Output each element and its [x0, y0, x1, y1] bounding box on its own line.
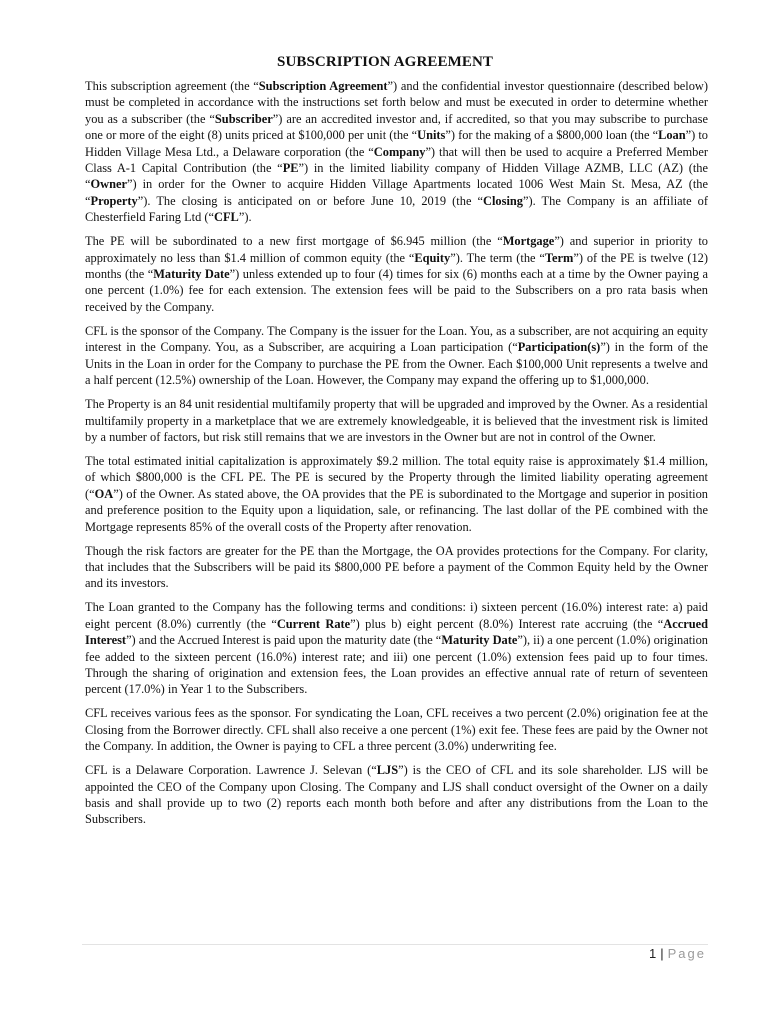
- defined-term: Equity: [414, 250, 451, 265]
- defined-term: Term: [544, 250, 574, 265]
- paragraph-8: [85, 705, 708, 754]
- paragraph-text: ”) in the form of the Units in the Loan in order for the Company to purchase the PE from the Owner. Each $100,000 Unit represents a twelve and a half percent (12.5%) ownership of the Loan. However, the Company may expand the offering up to $1,000,000.: [85, 340, 708, 388]
- paragraph-text: The total estimated initial capitalization is approximately $9.2 million. The total equity raise is approximately $1.4 million, of which $800,000 is the CFL PE. The PE is secured by the Property through the limited liability operating agreement (“: [85, 453, 708, 501]
- page-label: Page: [667, 946, 706, 961]
- defined-term: OA: [94, 486, 114, 501]
- defined-term: Maturity Date: [441, 633, 518, 648]
- page-footer: [649, 946, 706, 961]
- defined-term: Closing: [483, 193, 523, 208]
- paragraph-9: [85, 762, 708, 828]
- paragraph-text: The Property is an 84 unit residential multifamily property that will be upgraded and improved by the Owner. As a residential multifamily property in a marketplace that we are extremely knowledgeable, it is believed that the investment risk is limited by a number of factors, but risk still remains that we are investors in the Owner but are not in control of the Owner.: [85, 397, 708, 444]
- defined-term: Units: [417, 128, 446, 143]
- paragraph-2: [85, 233, 708, 315]
- paragraph-text: ”) in the limited liability company of Hidden Village AZMB, LLC (AZ) (the “: [85, 161, 708, 192]
- paragraph-1: [85, 78, 708, 226]
- paragraph-5: [85, 453, 708, 535]
- paragraph-7: [85, 599, 708, 697]
- paragraph-text: ”) is the CEO of CFL and its sole shareholder. LJS will be appointed the CEO of the Company upon Closing. The Company and LJS shall conduct oversight of the Owner on a daily basis and shall provide up to two (2) reports each month both before and after any distributions from the Loan to the Subscribers.: [85, 763, 708, 827]
- defined-term: Subscription Agreement: [258, 79, 388, 93]
- defined-term: PE: [282, 161, 299, 176]
- defined-term: Mortgage: [502, 234, 555, 249]
- paragraph-text: The PE will be subordinated to a new first mortgage of $6.945 million (the “: [85, 234, 503, 249]
- paragraph-text: ”) and the Accrued Interest is paid upon the maturity date (the “: [126, 633, 442, 648]
- paragraph-text: ”). The term (the “: [450, 250, 545, 265]
- paragraph-3: [85, 323, 708, 389]
- paragraph-text: ”) of the Owner. As stated above, the OA provides that the PE is subordinated to the Mortgage and superior in position and preference position to the Equity upon a liquidation, sale, or refinancing. The last dollar of the PE combined with the Mortgage represents 85% of the overall costs of the Property after renovation.: [85, 486, 708, 534]
- document-body: [85, 78, 708, 835]
- paragraph-text: ”). The Company is an affiliate of Chesterfield Faring Ltd (“: [85, 193, 708, 225]
- defined-term: Property: [90, 193, 138, 208]
- paragraph-text: CFL is a Delaware Corporation. Lawrence J. Selevan (“: [85, 763, 377, 778]
- paragraph-text: Though the risk factors are greater for the PE than the Mortgage, the OA provides protections for the Company. For clarity, that includes that the Subscribers will be paid its $800,000 PE before a payment of the Common Equity held by the Owner and its investors.: [85, 543, 708, 591]
- paragraph-text: The Loan granted to the Company has the following terms and conditions: i) sixteen percent (16.0%) interest rate: a) paid eight percent (8.0%) currently (the “: [85, 600, 708, 631]
- paragraph-text: ”).: [238, 210, 252, 225]
- paragraph-4: [85, 396, 708, 445]
- page-number: 1: [649, 946, 657, 961]
- defined-term: Maturity Date: [153, 267, 230, 282]
- defined-term: Owner: [90, 177, 127, 192]
- paragraph-text: CFL receives various fees as the sponsor. For syndicating the Loan, CFL receives a two percent (2.0%) origination fee at the Closing from the Borrower directly. CFL shall also receive a one percent (1%) exit fee. These fees are paid by the Owner not the Company. In addition, the Owner is paying to CFL a three percent (3.0%) underwriting fee.: [85, 706, 708, 754]
- defined-term: Participation(s): [517, 340, 601, 355]
- paragraph-text: This subscription agreement (the “: [85, 79, 259, 93]
- paragraph-text: ”), ii) a one percent (1.0%) origination fee added to the sixteen percent (16.0%) interest rate; and iii) one percent (1.0%) extension fees paid up to four times. Through the sharing of origination and extension fees, the Loan provides an effective annual rate of return of seventeen percent (17.0%) in Year 1 to the Subscribers.: [85, 633, 709, 697]
- paragraph-text: ”) and superior in priority to approximately no less than $1.4 million of common equity (the “: [85, 234, 708, 265]
- paragraph-text: ”) plus b) eight percent (8.0%) Interest rate accruing (the “: [350, 616, 664, 631]
- paragraph-6: [85, 543, 708, 592]
- paragraph-text: ”) unless extended up to four (4) times for six (6) months each at a time by the Owner paying a one percent (1.0%) fee for each extension. The extension fees will be paid to the Subscribers on a pro rata basis when received by the Company.: [85, 267, 708, 314]
- defined-term: Loan: [658, 128, 686, 143]
- footer-divider: [82, 944, 708, 945]
- defined-term: Current Rate: [276, 616, 351, 631]
- defined-term: Subscriber: [214, 111, 273, 126]
- defined-term: Accrued Interest: [85, 616, 708, 648]
- paragraph-text: ”) are an accredited investor and, if accredited, so that you may subscribe to purchase one or more of the eight (8) units priced at $100,000 per unit (the “: [85, 111, 708, 143]
- defined-term: CFL: [214, 210, 239, 225]
- page-separator: |: [660, 946, 664, 961]
- paragraph-text: ”) for the making of a $800,000 loan (the “: [445, 128, 659, 143]
- paragraph-text: ”) of the PE is twelve (12) months (the “: [85, 250, 708, 282]
- defined-term: LJS: [376, 763, 399, 778]
- paragraph-text: ”) that will then be used to acquire a Preferred Member Class A-1 Capital Contribution (the “: [85, 144, 708, 176]
- defined-term: Company: [373, 144, 426, 159]
- paragraph-text: ”) to Hidden Village Mesa Ltd., a Delaware corporation (the “: [85, 128, 708, 159]
- document-title: SUBSCRIPTION AGREEMENT: [277, 54, 493, 70]
- paragraph-text: ”) and the confidential investor questionnaire (described below) must be completed in accordance with the instructions set forth below and must be executed in order to determine whether you as a subscriber (the “: [85, 79, 708, 126]
- paragraph-text: ”) in order for the Owner to acquire Hidden Village Apartments located 1006 West Main St. Mesa, AZ (the “: [85, 177, 708, 208]
- paragraph-text: ”). The closing is anticipated on or before June 10, 2019 (the “: [137, 193, 484, 208]
- paragraph-text: CFL is the sponsor of the Company. The Company is the issuer for the Loan. You, as a subscriber, are not acquiring an equity interest in the Company. You, as a Subscriber, are acquiring a Loan participation (“: [85, 323, 708, 355]
